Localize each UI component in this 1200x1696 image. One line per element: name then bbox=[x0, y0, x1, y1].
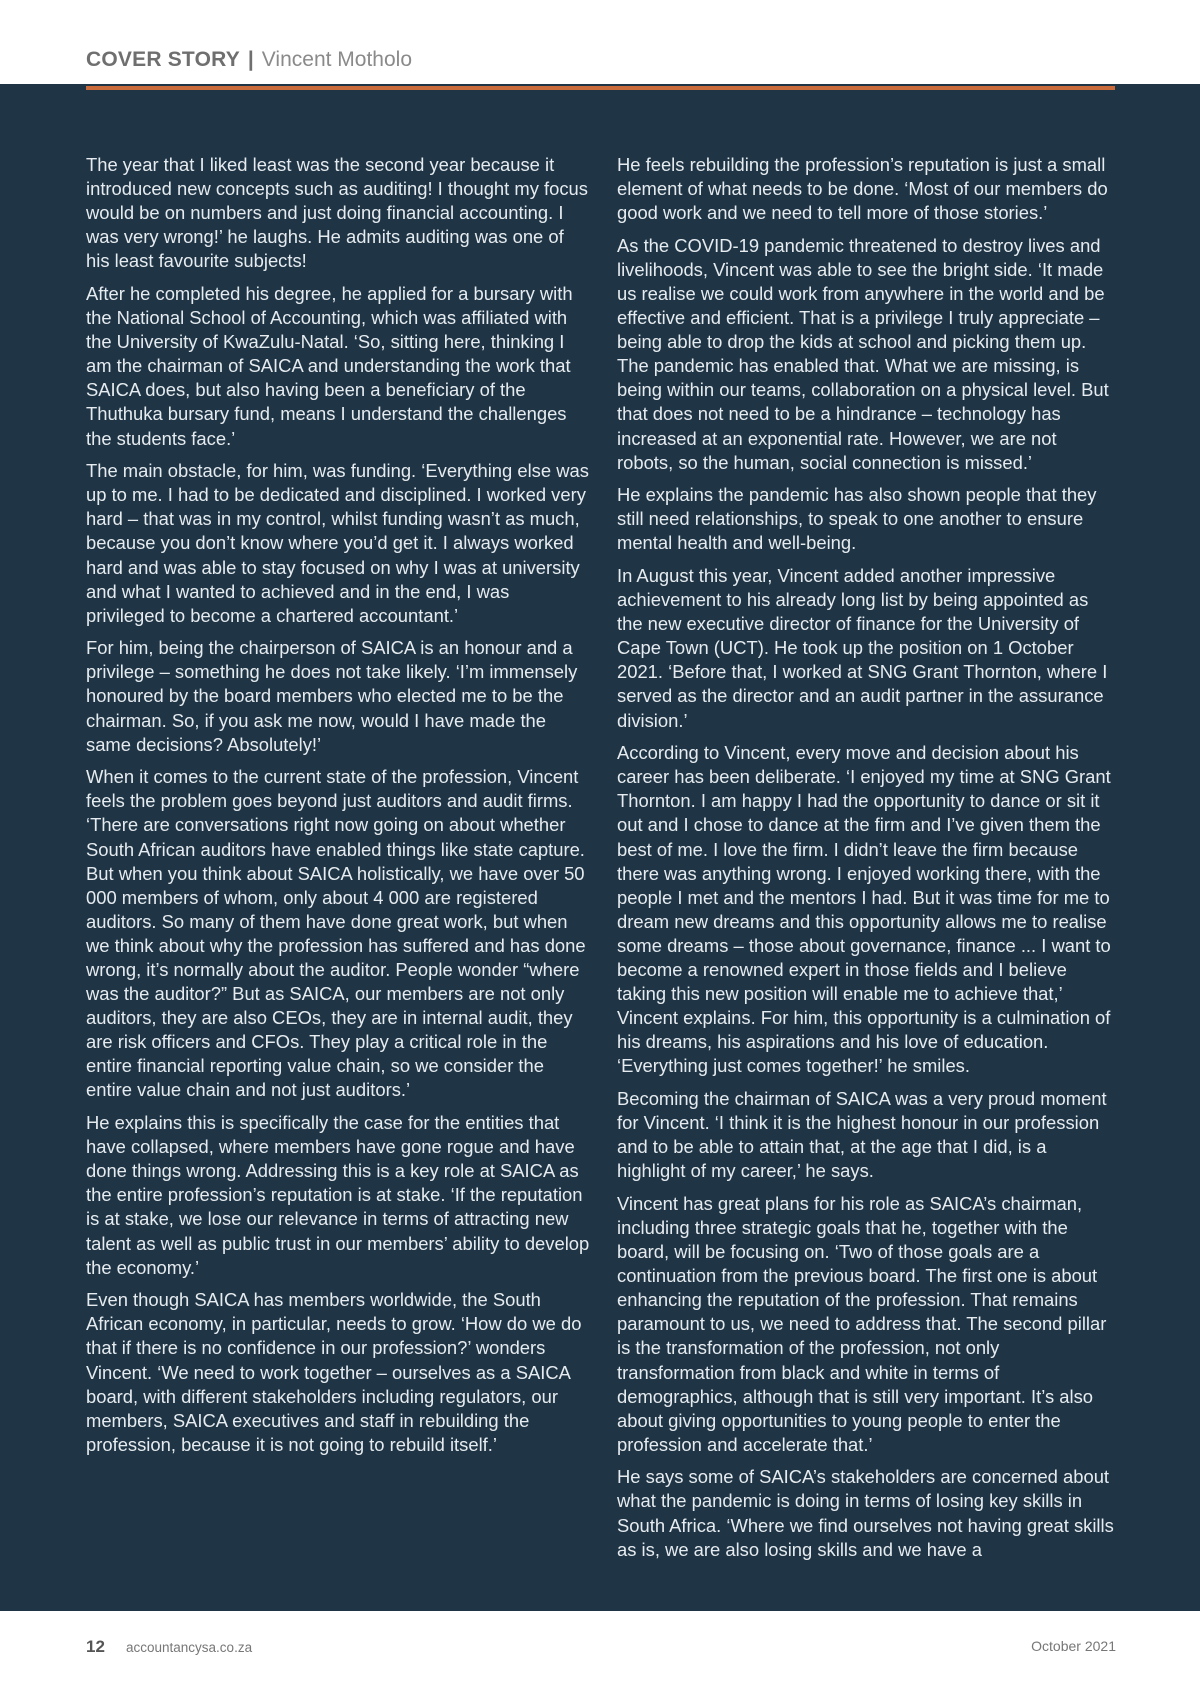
page-header bbox=[0, 0, 1200, 84]
paragraph: For him, being the chairperson of SAICA is an honour and a privilege – something he does not take likely. ‘I’m immensely honoured by the board members who elected me to be the chairman. So, if you ask me now, would I have made the same decisions? Absolutely!’ bbox=[86, 637, 578, 755]
paragraph: He explains the pandemic has also shown people that they still need relationships, to speak to one another to ensure mental health and well-being. bbox=[617, 484, 1097, 554]
header-author: Vincent Motholo bbox=[261, 48, 413, 71]
paragraph: When it comes to the current state of the profession, Vincent feels the problem goes beyond just auditors and audit firms. ‘There are conversations right now going on about whether South African auditors have enabled things like state capture. But when you think about SAICA holistically, we have over 50 000 members of whom, only about 4 000 are registered auditors. So many of them have done great work, but when we think about why the profession has suffered and has done wrong, it’s normally about the auditor. People wonder “where was the auditor?” But as SAICA, our members are not only auditors, they are also CEOs, they are in internal audit, they are risk officers and CFOs. They play a critical role in the entire financial reporting value chain, so we consider the entire value chain and not just auditors.’ bbox=[86, 766, 586, 1101]
paragraph: He says some of SAICA’s stakeholders are concerned about what the pandemic is doing in terms of losing key skills in South Africa. ‘Where we find ourselves not having great skills as is, we are also losing skills and we have a bbox=[617, 1466, 1114, 1560]
paragraph: In August this year, Vincent added another impressive achievement to his already long list by being appointed as the new executive director of finance for the University of Cape Town (UCT). He took up the position on 1 October 2021. ‘Before that, I worked at SNG Grant Thornton, where I served as the director and an audit partner in the assurance division.’ bbox=[617, 565, 1108, 731]
paragraph: After he completed his degree, he applied for a bursary with the National School of Accounting, which was affiliated with the University of KwaZulu-Natal. ‘So, sitting here, thinking I am the chairman of SAICA and understanding the work that SAICA does, but also having been a beneficiary of the Thuthuka bursary fund, means I understand the challenges the students face.’ bbox=[86, 282, 573, 449]
paragraph: The main obstacle, for him, was funding. ‘Everything else was up to me. I had to be dedicated and disciplined. I worked very hard – that was in my control, whilst funding wasn’t as much, because you don’t know where you’d get it. I always worked hard and was able to stay focused on why I was at university and what I wanted to achieved and in the end, I was privileged to become a chartered accountant.’ bbox=[86, 460, 589, 626]
accent-rule bbox=[86, 86, 1115, 90]
paragraph: He explains this is specifically the case for the entities that have collapsed, where members have gone rogue and have done things wrong. Addressing this is a key role at SAICA as the entire profession’s reputation is at stake. ‘If the reputation is at stake, we lose our relevance in terms of attracting new talent as well as public trust in our members’ ability to develop the economy.’ bbox=[86, 1112, 590, 1278]
paragraph: Even though SAICA has members worldwide, the South African economy, in particular, needs to grow. ‘How do we do that if there is no confidence in our profession?’ wonders Vincent. ‘We need to work together – ourselves as a SAICA board, with different stakeholders including regulators, our members, SAICA executives and staff in rebuilding the profession, because it is not going to rebuild itself.’ bbox=[86, 1289, 582, 1455]
paragraph: Vincent has great plans for his role as SAICA’s chairman, including three strategic goals that he, together with the board, will be focusing on. ‘Two of those goals are a continuation from the previous board. The first one is about enhancing the reputation of the profession. That remains paramount to us, we need to address that. The second pillar is the transformation of the profession, not only transformation from black and white in terms of demographics, although that is still very important. It’s also about giving opportunities to young people to enter the profession and accelerate that.’ bbox=[617, 1192, 1107, 1455]
section-label: COVER STORY bbox=[86, 48, 240, 71]
paragraph: According to Vincent, every move and decision about his career has been deliberate. ‘I enjoyed my time at SNG Grant Thornton. I am happy I had the opportunity to dance or sit it out and I chose to dance at the firm and I’ve given them the best of me. I love the firm. I didn’t leave the firm because there was anything wrong. I enjoyed working there, with the people I met and the mentors I had. But it was time for me to dream new dreams and this opportunity allows me to realise some dreams – those about governance, finance ... I want to become a renowned expert in those fields and I believe taking this new position will enable me to achieve that,’ Vincent explains. For him, this opportunity is a culmination of his dreams, his aspirations and his love of education. ‘Everything just comes together!’ he smiles. bbox=[617, 742, 1111, 1077]
issue-date: October 2021 bbox=[1031, 1638, 1116, 1654]
website-link[interactable]: accountancysa.co.za bbox=[126, 1640, 253, 1655]
paragraph: As the COVID-19 pandemic threatened to destroy lives and livelihoods, Vincent was able to see the bright side. ‘It made us realise we could work from anywhere in the world and be effective and efficient. That is a privilege I truly appreciate – being able to drop the kids at school and picking them up. The pandemic has enabled that. What we are missing, is being within our teams, collaboration on a physical level. But that does not need to be a hindrance – technology has increased at an exponential rate. However, we are not robots, so the human, social connection is missed.’ bbox=[617, 234, 1109, 473]
header-separator: | bbox=[247, 48, 254, 71]
article-column-left bbox=[86, 153, 591, 1465]
paragraph: The year that I liked least was the second year because it introduced new concepts such as auditing! I thought my focus would be on numbers and just doing financial accounting. I was very wrong!’ he laughs. He admits auditing was one of his least favourite subjects! bbox=[86, 154, 588, 272]
article-column-right bbox=[617, 153, 1116, 1570]
paragraph: Becoming the chairman of SAICA was a very proud moment for Vincent. ‘I think it is the highest honour in our profession and to be able to attain that, at the age that I did, is a highlight of my career,’ he says. bbox=[617, 1087, 1107, 1182]
page-number: 12 bbox=[86, 1637, 105, 1656]
paragraph: He feels rebuilding the profession’s reputation is just a small element of what needs to be done. ‘Most of our members do good work and we need to tell more of those stories.’ bbox=[617, 154, 1108, 224]
running-head bbox=[86, 47, 412, 73]
